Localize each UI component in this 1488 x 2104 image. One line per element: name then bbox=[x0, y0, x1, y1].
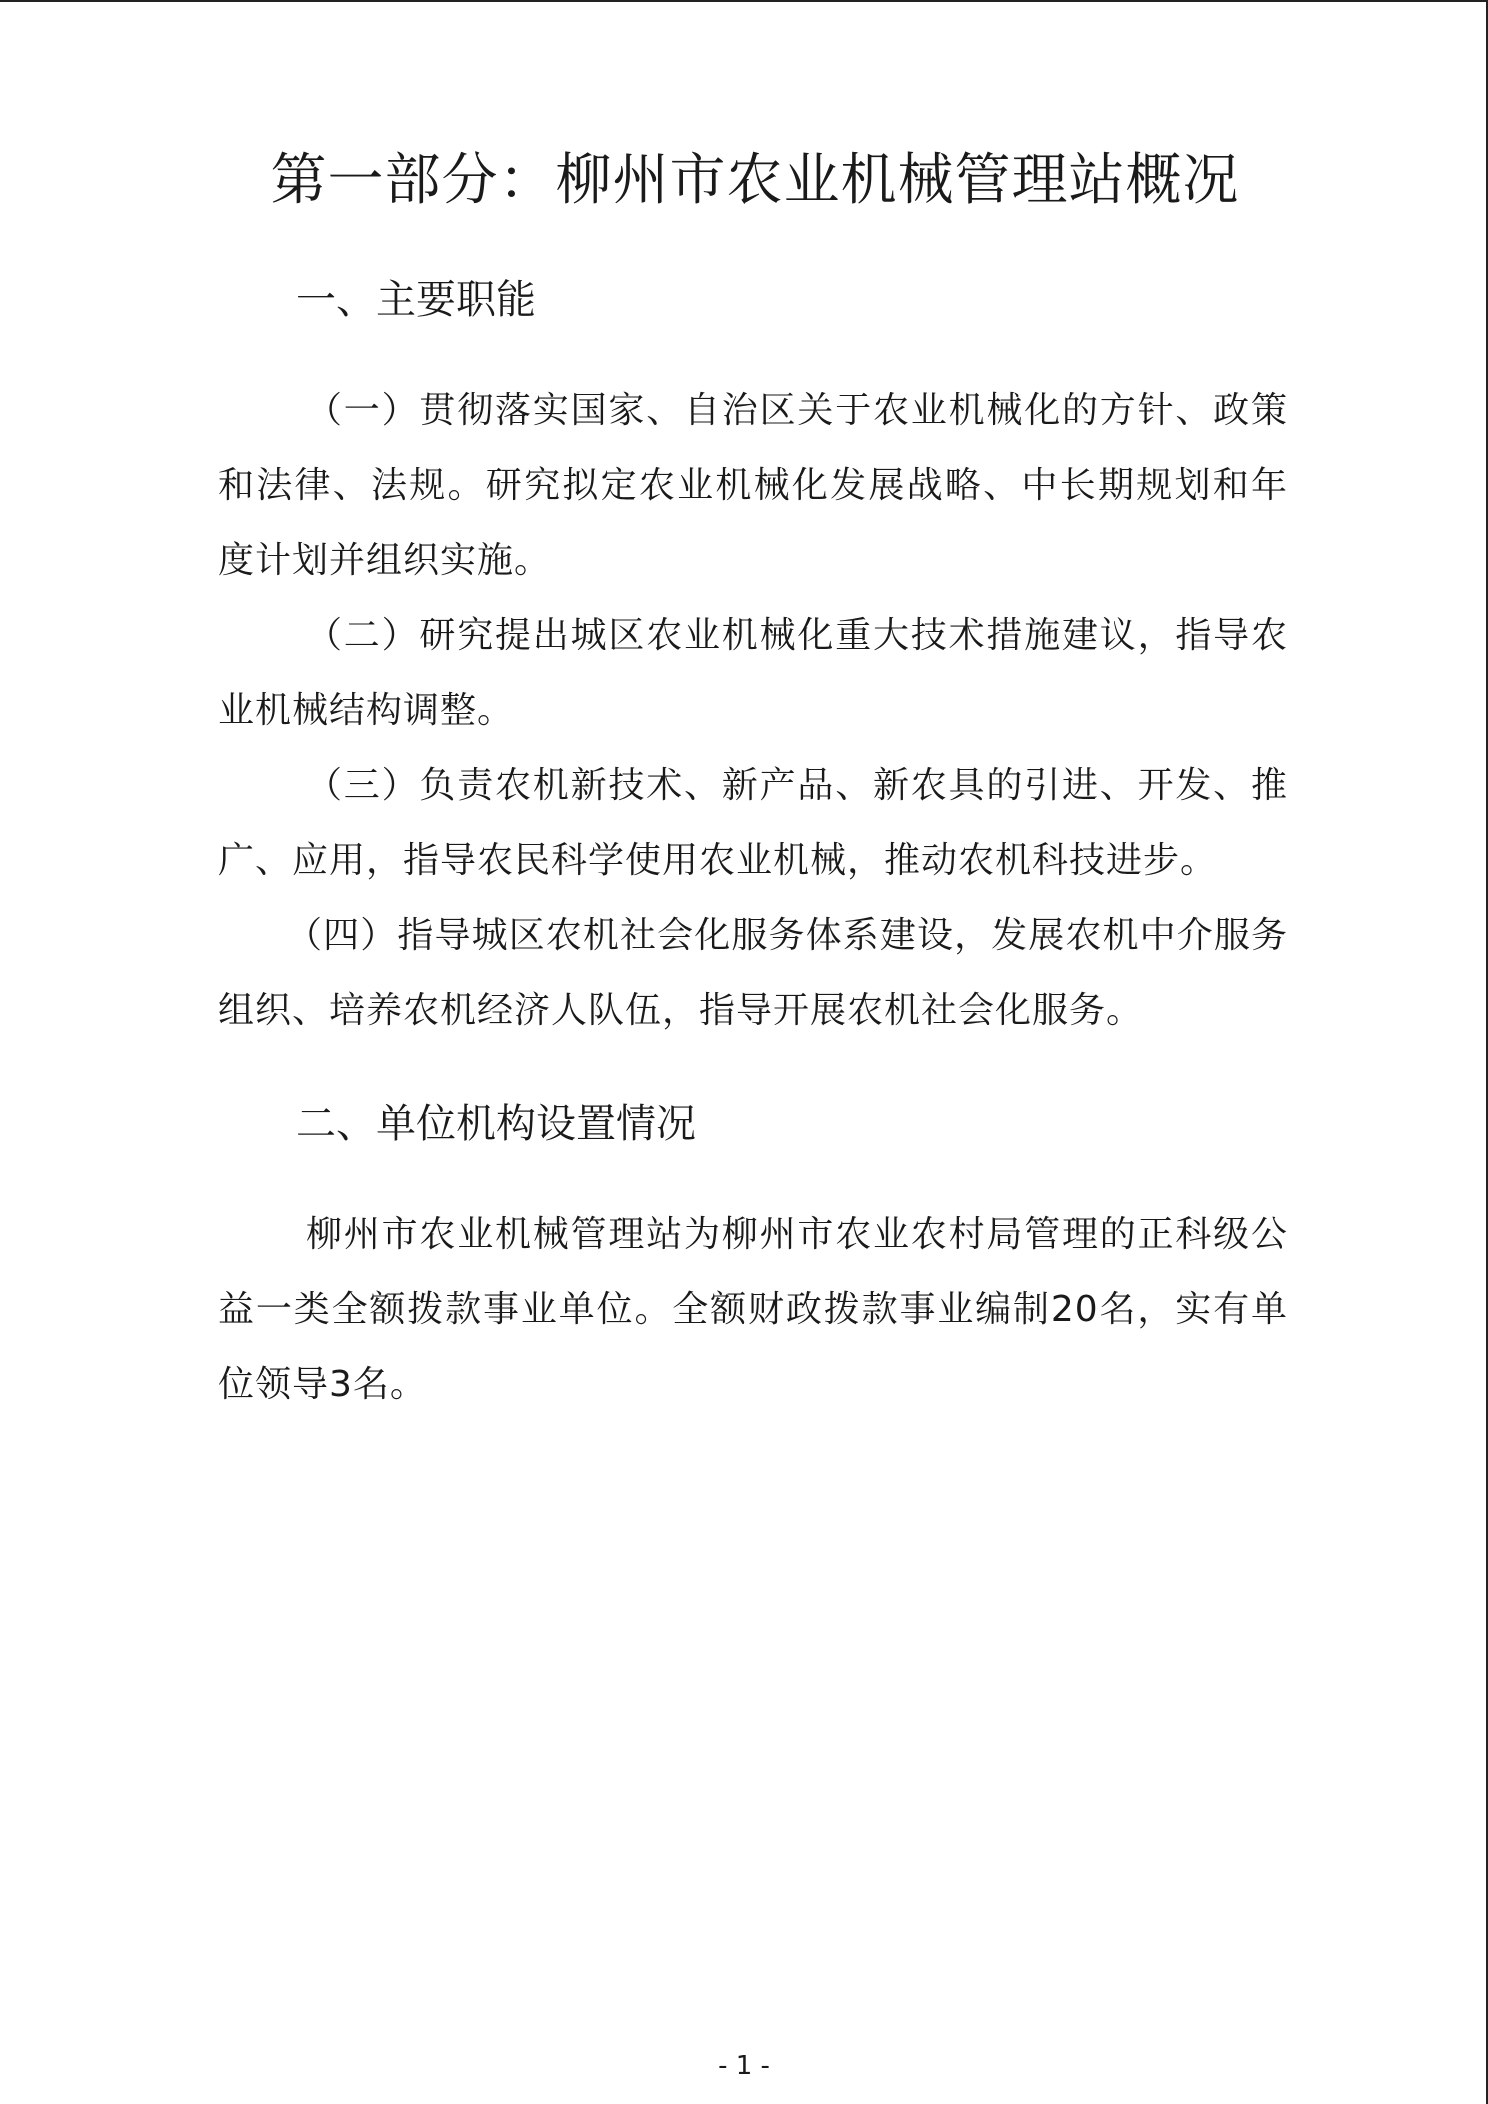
page-border-top bbox=[0, 0, 1488, 2]
section-heading-main-functions: 一、主要职能 bbox=[296, 277, 536, 323]
function-paragraph-3: （三）负责农机新技术、新产品、新农具的引进、开发、推广、应用，指导农民科学使用农业机械，推动农机科技进步。 bbox=[218, 765, 1288, 881]
function-paragraph-2: （二）研究提出城区农业机械化重大技术措施建议，指导农业机械结构调整。 bbox=[218, 615, 1288, 731]
page-number: - 1 - bbox=[718, 2051, 770, 2081]
document-title: 第一部分：柳州市农业机械管理站概况 bbox=[270, 148, 1240, 213]
function-paragraph-1: （一）贯彻落实国家、自治区关于农业机械化的方针、政策和法律、法规。研究拟定农业机械化发展战略、中长期规划和年度计划并组织实施。 bbox=[218, 390, 1288, 581]
organization-paragraph: 柳州市农业机械管理站为柳州市农业农村局管理的正科级公益一类全额拨款事业单位。全额财政拨款事业编制20名，实有单位领导3名。 bbox=[218, 1214, 1288, 1405]
function-paragraph-4: （四）指导城区农机社会化服务体系建设，发展农机中介服务组织、培养农机经济人队伍，指导开展农机社会化服务。 bbox=[218, 915, 1288, 1031]
section-heading-organization: 二、单位机构设置情况 bbox=[296, 1101, 696, 1147]
